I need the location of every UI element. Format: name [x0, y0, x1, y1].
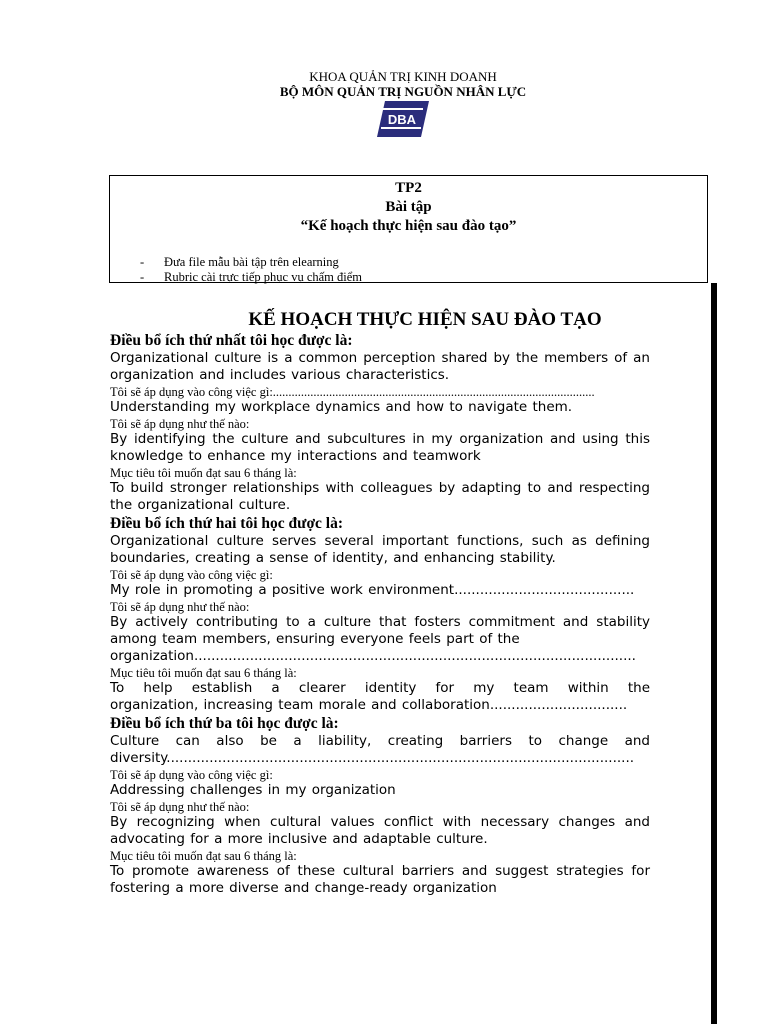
- apply-how-answer-1: By identifying the culture and subcultures in my organization and using this knowledge to enhance my interactions and teamwork: [110, 431, 650, 464]
- assignment-code: TP2: [395, 180, 422, 196]
- apply-where-prompt-3: Tôi sẽ áp dụng vào công việc gì:: [110, 768, 273, 782]
- apply-how-answer-2-cont: organization.......................................................................................................: [110, 648, 636, 664]
- apply-where-answer-1: Understanding my workplace dynamics and how to navigate them.: [110, 399, 573, 415]
- apply-where-answer-3: Addressing challenges in my organization: [110, 782, 396, 798]
- assignment-type: Bài tập: [385, 199, 432, 215]
- learned-answer-1: Organizational culture is a common perception shared by the members of an organization and includes various characteristics.: [110, 350, 650, 383]
- apply-where-prompt-2: Tôi sẽ áp dụng vào công việc gì:: [110, 568, 273, 582]
- section-heading-1: Điều bổ ích thứ nhất tôi học được là:: [110, 332, 353, 349]
- learned-answer-3-cont: diversity.............................................................................................................: [110, 750, 635, 766]
- goal-prompt-3: Mục tiêu tôi muốn đạt sau 6 tháng là:: [110, 849, 297, 863]
- learned-answer-2: Organizational culture serves several important functions, such as defining boundaries, creating a sense of identity, and enhancing stability.: [110, 533, 650, 566]
- apply-how-prompt-1: Tôi sẽ áp dụng như thế nào:: [110, 417, 250, 431]
- apply-how-prompt-2: Tôi sẽ áp dụng như thế nào:: [110, 600, 250, 614]
- plan-content: [110, 331, 650, 897]
- list-item: - Rubric cài trực tiếp phục vụ chấm điểm: [140, 270, 363, 284]
- dba-logo: [375, 99, 431, 139]
- page-title: KẾ HOẠCH THỰC HIỆN SAU ĐÀO TẠO: [248, 309, 602, 330]
- department-name: BỘ MÔN QUẢN TRỊ NGUỒN NHÂN LỰC: [279, 84, 527, 99]
- apply-where-prompt-1: Tôi sẽ áp dụng vào công việc gì:.......................................................................................................: [110, 385, 595, 399]
- learned-answer-3: Culture can also be a liability, creating barriers to change and: [110, 733, 650, 749]
- faculty-name: KHOA QUẢN TRỊ KINH DOANH: [309, 69, 497, 84]
- goal-prompt-2: Mục tiêu tôi muốn đạt sau 6 tháng là:: [110, 666, 297, 680]
- assignment-title: “Kế hoạch thực hiện sau đào tạo”: [300, 218, 517, 234]
- page-edge-bar: [711, 283, 717, 1024]
- assignment-box: [109, 175, 708, 283]
- bullet-text: Rubric cài trực tiếp phục vụ chấm điểm: [164, 270, 363, 284]
- goal-answer-2-cont: organization, increasing team morale and collaboration................................: [110, 697, 628, 713]
- section-heading-3: Điều bổ ích thứ ba tôi học được là:: [110, 715, 339, 732]
- list-item: - Đưa file mẫu bài tập trên elearning: [140, 255, 339, 269]
- goal-answer-2: To help establish a clearer identity for my team within the: [110, 680, 650, 696]
- apply-how-prompt-3: Tôi sẽ áp dụng như thế nào:: [110, 800, 250, 814]
- section-heading-2: Điều bổ ích thứ hai tôi học được là:: [110, 515, 344, 532]
- goal-answer-3: To promote awareness of these cultural barriers and suggest strategies for fostering a more diverse and change-ready organization: [110, 863, 650, 896]
- goal-answer-1: To build stronger relationships with colleagues by adapting to and respecting the organizational culture.: [110, 480, 650, 513]
- apply-how-answer-2: By actively contributing to a culture that fosters commitment and stability among team members, ensuring everyone feels part of the: [110, 614, 650, 647]
- goal-prompt-1: Mục tiêu tôi muốn đạt sau 6 tháng là:: [110, 466, 297, 480]
- apply-where-answer-2: My role in promoting a positive work environment..........................................: [110, 582, 635, 598]
- apply-how-answer-3: By recognizing when cultural values conflict with necessary changes and advocating for a more inclusive and adaptable culture.: [110, 814, 650, 847]
- logo-text: DBA: [387, 112, 417, 127]
- bullet-text: Đưa file mẫu bài tập trên elearning: [164, 255, 339, 269]
